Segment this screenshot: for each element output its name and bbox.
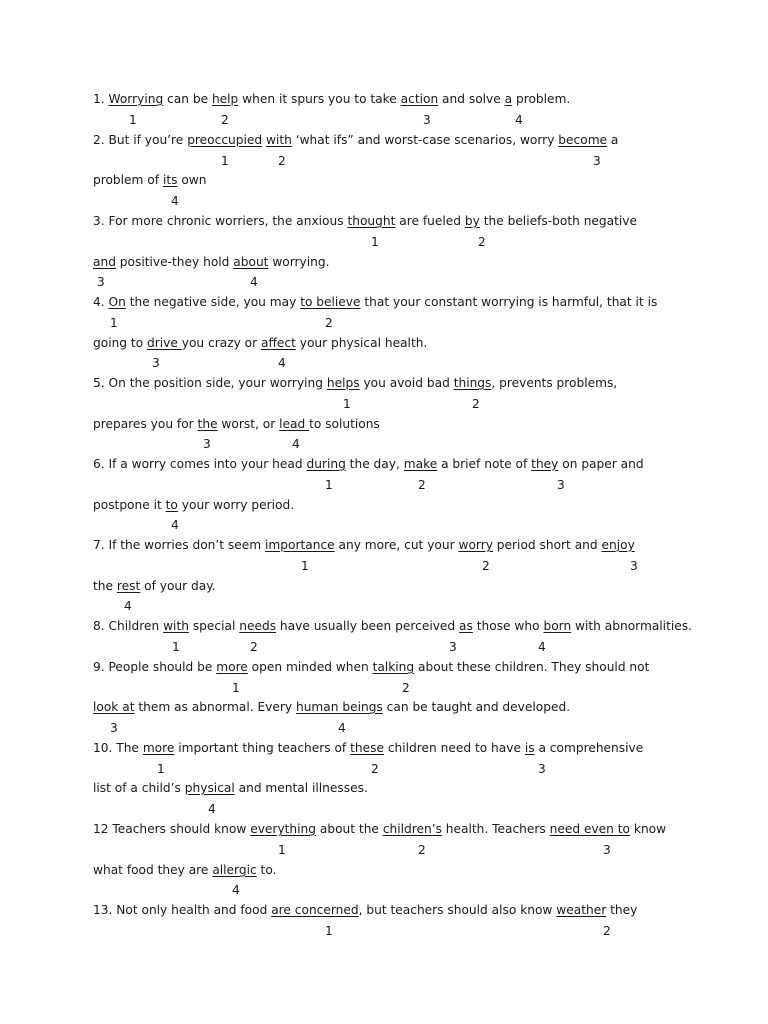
option-number: 3	[630, 559, 638, 573]
option-number-row	[0, 680, 768, 696]
option-number: 1	[157, 762, 165, 776]
underlined-option: its	[162, 173, 178, 187]
sentence-text: can be	[163, 92, 212, 106]
sentence-line	[93, 699, 570, 715]
sentence-text: can be taught and developed.	[382, 700, 571, 714]
option-number: 1	[371, 235, 379, 249]
option-number: 2	[325, 316, 333, 330]
underlined-option: lead	[279, 417, 310, 431]
sentence-text: worrying.	[268, 255, 330, 269]
sentence-text: a	[607, 133, 619, 147]
option-number-row	[0, 274, 768, 290]
option-number-row	[0, 517, 768, 533]
option-number: 1	[325, 478, 333, 492]
sentence-line	[93, 902, 637, 918]
sentence-text: you avoid bad	[359, 376, 454, 390]
option-number: 1	[232, 681, 240, 695]
option-number: 1	[129, 113, 137, 127]
option-number: 3	[97, 275, 105, 289]
sentence-text: what food they are	[93, 863, 213, 877]
sentence-text: and solve	[438, 92, 505, 106]
sentence-text: your worry period.	[177, 498, 295, 512]
underlined-option: with	[163, 619, 189, 633]
sentence-text: worst, or	[217, 417, 280, 431]
option-number: 4	[278, 356, 286, 370]
underlined-option: these	[350, 741, 384, 755]
option-number-row	[0, 396, 768, 412]
underlined-option: need even to	[549, 822, 631, 836]
option-number: 4	[232, 883, 240, 897]
option-number: 2	[402, 681, 410, 695]
underlined-option: and	[93, 255, 116, 269]
option-number-row	[0, 477, 768, 493]
option-number-row	[0, 598, 768, 614]
option-number: 1	[110, 316, 118, 330]
sentence-text: a brief note of	[437, 457, 532, 471]
underlined-option: children’s	[382, 822, 442, 836]
option-number-row	[0, 801, 768, 817]
option-number: 2	[472, 397, 480, 411]
sentence-text: , prevents problems,	[491, 376, 618, 390]
option-number: 2	[418, 478, 426, 492]
sentence-text: health. Teachers	[441, 822, 550, 836]
underlined-option: physical	[184, 781, 235, 795]
sentence-text: 1.	[93, 92, 109, 106]
sentence-text: list of a child’s	[93, 781, 185, 795]
sentence-text: , but teachers should also know	[358, 903, 557, 917]
sentence-text: the day,	[345, 457, 404, 471]
underlined-option: with	[265, 133, 292, 147]
underlined-option: On	[108, 295, 126, 309]
option-number: 2	[418, 843, 426, 857]
option-number: 1	[325, 924, 333, 938]
option-number-row	[0, 112, 768, 128]
underlined-option: rest	[116, 579, 141, 593]
sentence-text: 10. The	[93, 741, 143, 755]
sentence-line	[93, 537, 635, 553]
option-number: 2	[371, 762, 379, 776]
sentence-text: have usually been perceived	[276, 619, 460, 633]
sentence-text: problem of	[93, 173, 163, 187]
option-number: 3	[423, 113, 431, 127]
option-number-row	[0, 234, 768, 250]
sentence-text: positive-they hold	[115, 255, 234, 269]
sentence-text: about the	[316, 822, 383, 836]
sentence-text: they	[606, 903, 638, 917]
underlined-option: human beings	[295, 700, 383, 714]
underlined-option: to believe	[300, 295, 361, 309]
option-number: 4	[250, 275, 258, 289]
sentence-text: 4.	[93, 295, 109, 309]
underlined-option: preoccupied	[187, 133, 263, 147]
option-number: 4	[208, 802, 216, 816]
option-number: 2	[221, 113, 229, 127]
underlined-option: talking	[372, 660, 415, 674]
underlined-option: as	[459, 619, 473, 633]
sentence-text: them as abnormal. Every	[134, 700, 296, 714]
sentence-text: on paper and	[558, 457, 644, 471]
sentence-text: know	[630, 822, 667, 836]
option-number: 3	[603, 843, 611, 857]
sentence-text: going to	[93, 336, 148, 350]
sentence-text: those who	[472, 619, 544, 633]
sentence-text: prepares you for	[93, 417, 198, 431]
sentence-text: and mental illnesses.	[234, 781, 368, 795]
sentence-text: when it spurs you to take	[238, 92, 401, 106]
sentence-text: 3. For more chronic worriers, the anxious	[93, 214, 348, 228]
sentence-text: postpone it	[93, 498, 166, 512]
option-number: 3	[538, 762, 546, 776]
option-number-row	[0, 153, 768, 169]
option-number: 2	[482, 559, 490, 573]
underlined-option: during	[306, 457, 346, 471]
underlined-option: Worrying	[108, 92, 164, 106]
option-number-row	[0, 193, 768, 209]
sentence-text: problem.	[512, 92, 571, 106]
sentence-text: 5. On the position side, your worrying	[93, 376, 327, 390]
sentence-line	[93, 254, 330, 270]
option-number: 3	[449, 640, 457, 654]
sentence-line	[93, 740, 643, 756]
option-number: 4	[171, 518, 179, 532]
underlined-option: become	[558, 133, 608, 147]
sentence-text: to.	[256, 863, 277, 877]
option-number: 2	[603, 924, 611, 938]
underlined-option: help	[211, 92, 239, 106]
option-number: 4	[292, 437, 300, 451]
sentence-line	[93, 578, 216, 594]
option-number: 1	[343, 397, 351, 411]
option-number: 1	[301, 559, 309, 573]
option-number: 1	[221, 154, 229, 168]
underlined-option: thought	[347, 214, 396, 228]
sentence-text: 12 Teachers should know	[93, 822, 251, 836]
option-number: 3	[557, 478, 565, 492]
sentence-line	[93, 132, 618, 148]
sentence-line	[93, 91, 570, 107]
sentence-text: 9. People should be	[93, 660, 217, 674]
underlined-option: to	[165, 498, 178, 512]
sentence-text: 2. But if you’re	[93, 133, 188, 147]
option-number-row	[0, 842, 768, 858]
sentence-line	[93, 497, 294, 513]
sentence-text: the beliefs-both negative	[479, 214, 637, 228]
sentence-text: special	[188, 619, 240, 633]
option-number: 3	[110, 721, 118, 735]
sentence-text: important thing teachers of	[174, 741, 351, 755]
option-number-row	[0, 882, 768, 898]
sentence-text: to solutions	[309, 417, 380, 431]
option-number: 4	[338, 721, 346, 735]
option-number-row	[0, 315, 768, 331]
underlined-option: things	[453, 376, 492, 390]
sentence-line	[93, 862, 276, 878]
option-number-row	[0, 355, 768, 371]
underlined-option: they	[531, 457, 559, 471]
sentence-line	[93, 618, 692, 634]
sentence-line	[93, 456, 644, 472]
option-number: 2	[278, 154, 286, 168]
option-number: 3	[203, 437, 211, 451]
option-number: 2	[478, 235, 486, 249]
underlined-option: needs	[239, 619, 277, 633]
option-number-row	[0, 923, 768, 939]
underlined-option: is	[524, 741, 535, 755]
sentence-text: with abnormalities.	[571, 619, 692, 633]
underlined-option: born	[543, 619, 572, 633]
option-number-row	[0, 761, 768, 777]
sentence-line	[93, 375, 617, 391]
sentence-text: you crazy or	[181, 336, 262, 350]
sentence-text: 13. Not only health and food	[93, 903, 272, 917]
underlined-option: about	[233, 255, 269, 269]
underlined-option: a	[504, 92, 513, 106]
sentence-text: ‘what ifs” and worst-case scenarios, worry	[291, 133, 559, 147]
sentence-text: 6. If a worry comes into your head	[93, 457, 307, 471]
underlined-option: by	[464, 214, 480, 228]
sentence-text: the	[93, 579, 117, 593]
sentence-text: own	[177, 173, 207, 187]
sentence-text: 7. If the worries don’t seem	[93, 538, 266, 552]
underlined-option: make	[403, 457, 438, 471]
underlined-option: importance	[265, 538, 335, 552]
option-number-row	[0, 639, 768, 655]
underlined-option: everything	[250, 822, 317, 836]
option-number: 1	[278, 843, 286, 857]
underlined-option: weather	[556, 903, 607, 917]
sentence-line	[93, 659, 649, 675]
sentence-line	[93, 294, 657, 310]
sentence-text: period short and	[492, 538, 602, 552]
sentence-text: children need to have	[383, 741, 525, 755]
sentence-line	[93, 821, 666, 837]
underlined-option: the	[197, 417, 218, 431]
option-number: 2	[250, 640, 258, 654]
option-number: 1	[172, 640, 180, 654]
sentence-line	[93, 416, 380, 432]
sentence-text: your physical health.	[295, 336, 428, 350]
option-number: 3	[593, 154, 601, 168]
underlined-option: helps	[326, 376, 360, 390]
sentence-text: the negative side, you may	[125, 295, 301, 309]
option-number-row	[0, 558, 768, 574]
sentence-text: are fueled	[395, 214, 465, 228]
underlined-option: more	[216, 660, 248, 674]
underlined-option: are concerned	[271, 903, 359, 917]
sentence-line	[93, 335, 427, 351]
sentence-text: that your constant worrying is harmful, that it is	[360, 295, 658, 309]
option-number: 4	[124, 599, 132, 613]
sentence-text: any more, cut your	[334, 538, 459, 552]
option-number: 4	[538, 640, 546, 654]
sentence-text: of your day.	[140, 579, 216, 593]
sentence-text: 8. Children	[93, 619, 164, 633]
underlined-option: drive	[147, 336, 182, 350]
sentence-text: open minded when	[247, 660, 373, 674]
sentence-line	[93, 780, 368, 796]
sentence-text: about these children. They should not	[414, 660, 650, 674]
underlined-option: enjoy	[601, 538, 635, 552]
option-number: 4	[515, 113, 523, 127]
option-number: 3	[152, 356, 160, 370]
underlined-option: action	[400, 92, 439, 106]
option-number-row	[0, 720, 768, 736]
underlined-option: affect	[261, 336, 296, 350]
option-number: 4	[171, 194, 179, 208]
underlined-option: allergic	[212, 863, 257, 877]
sentence-line	[93, 213, 637, 229]
sentence-line	[93, 172, 206, 188]
underlined-option: more	[142, 741, 175, 755]
sentence-text: a comprehensive	[534, 741, 644, 755]
option-number-row	[0, 436, 768, 452]
underlined-option: worry	[458, 538, 493, 552]
underlined-option: look at	[93, 700, 135, 714]
